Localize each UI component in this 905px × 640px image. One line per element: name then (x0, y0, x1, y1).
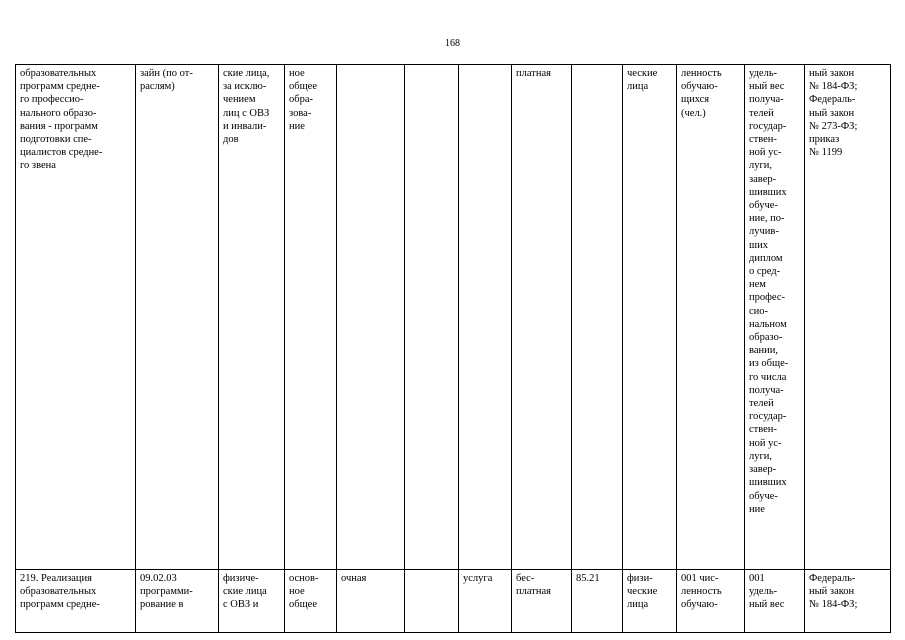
quality-indicator-cell: удель- ный вес получа- телей государ- ствен- ной ус- луги, завер- шивших обуче- ние, по- лучив- ших диплом о сред- нем профес- сио- нальном образо- вании, из обще- го числа получа- телей государ- ствен- ной ус- луги, завер- шивших обуче- ние (745, 65, 805, 570)
empty-cell (405, 65, 459, 570)
okved-cell (572, 65, 623, 570)
consumer-category-cell: ские лица, за исклю- чением лиц с ОВЗ и инвали- дов (219, 65, 285, 570)
payment-cell: бес- платная (512, 570, 572, 633)
payment-cell: платная (512, 65, 572, 570)
legal-basis-cell: Федераль- ный закон № 184-ФЗ; (805, 570, 891, 633)
recipients-cell: физи- ческие лица (623, 570, 677, 633)
okved-cell: 85.21 (572, 570, 623, 633)
type-cell (459, 65, 512, 570)
service-name-cell: образовательных программ средне- го профессио- нального образо- вания - программ подготовки спе- циалистов средне- го звена (16, 65, 136, 570)
empty-cell (405, 570, 459, 633)
services-table (15, 64, 891, 633)
consumer-category-cell: физиче- ские лица с ОВЗ и (219, 570, 285, 633)
type-cell: услуга (459, 570, 512, 633)
education-level-cell: основ- ное общее (285, 570, 337, 633)
volume-indicator-cell: 001 чис- ленность обучаю- (677, 570, 745, 633)
form-cell: очная (337, 570, 405, 633)
program-code-cell: 09.02.03 программи- рование в (136, 570, 219, 633)
table-row (16, 570, 891, 633)
legal-basis-cell: ный закон № 184-ФЗ; Федераль- ный закон № 273-ФЗ; приказ № 1199 (805, 65, 891, 570)
table-row (16, 65, 891, 570)
form-cell (337, 65, 405, 570)
page-number: 168 (445, 38, 460, 49)
quality-indicator-cell: 001 удель- ный вес (745, 570, 805, 633)
service-name-cell: 219. Реализация образовательных программ средне- (16, 570, 136, 633)
volume-indicator-cell: ленность обучаю- щихся (чел.) (677, 65, 745, 570)
education-level-cell: ное общее обра- зова- ние (285, 65, 337, 570)
recipients-cell: ческие лица (623, 65, 677, 570)
program-code-cell: зайн (по от- раслям) (136, 65, 219, 570)
